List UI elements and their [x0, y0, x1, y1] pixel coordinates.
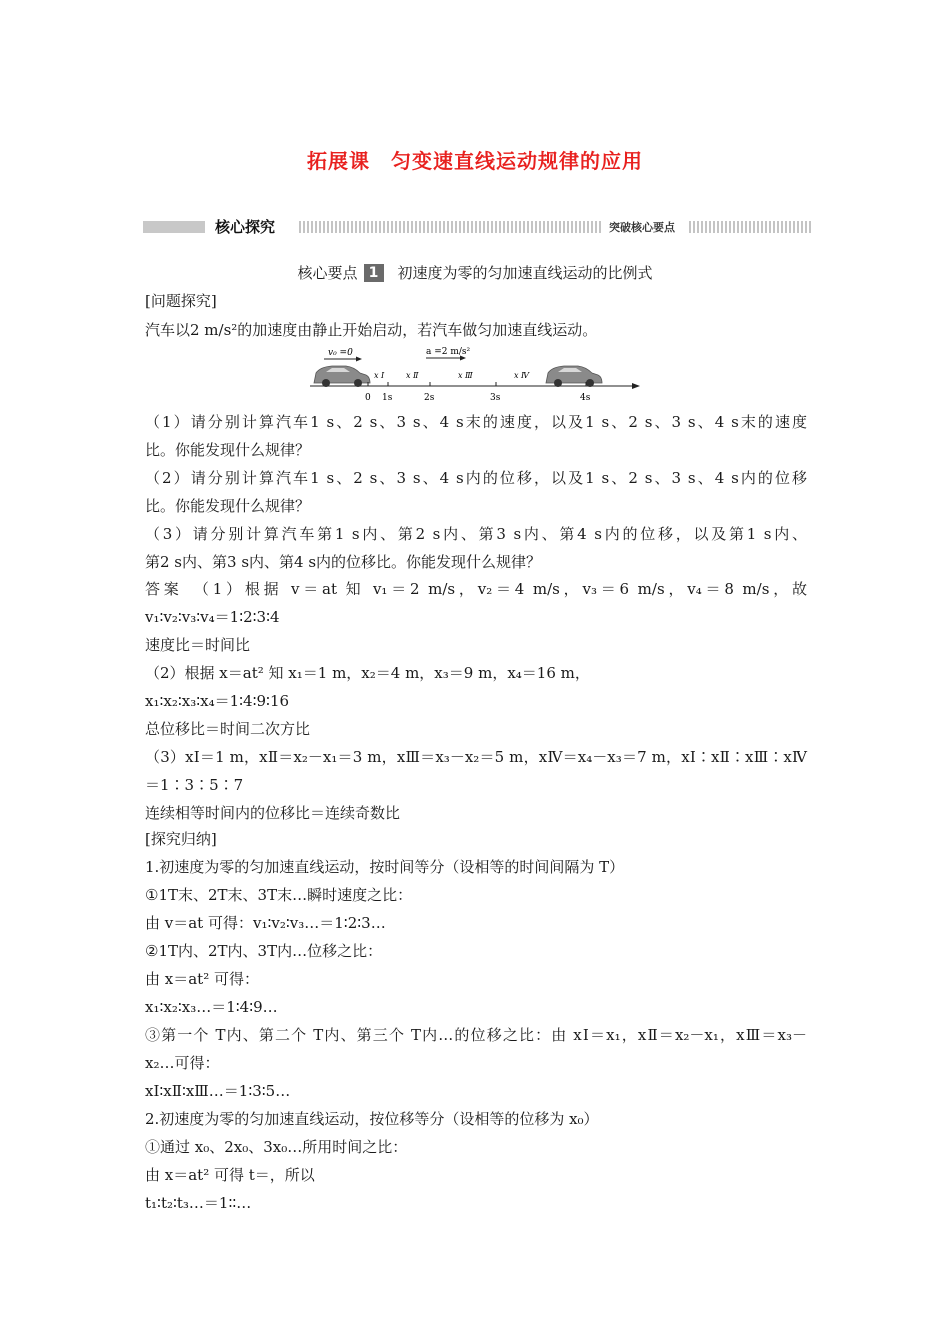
- tick-label-1: 1s: [382, 393, 393, 403]
- tick-label-0: 0: [365, 393, 371, 403]
- text-line: （1）请分别计算汽车1 s、2 s、3 s、4 s末的速度，以及1 s、2 s、3 s、4 s末的速度: [145, 413, 807, 431]
- tick-label-2: 2s: [424, 393, 435, 403]
- v0-arrow-icon: [356, 357, 362, 362]
- text-line: 比。你能发现什么规律？: [145, 497, 311, 515]
- text-line: （3）请分别计算汽车第1 s内、第2 s内、第3 s内、第4 s内的位移，以及第1 s内、: [145, 525, 807, 543]
- band-stripes-right: [689, 221, 813, 233]
- text-line: （2）请分别计算汽车1 s、2 s、3 s、4 s内的位移，以及1 s、2 s、3 s、4 s内的位移: [145, 469, 807, 487]
- text-line: x₁∶x₂∶x₃∶x₄＝1∶4∶9∶16: [145, 692, 290, 710]
- text-line: ①1T末、2T末、3T末…瞬时速度之比：: [145, 886, 413, 904]
- section-band: [143, 216, 813, 238]
- text-line: 比。你能发现什么规律？: [145, 441, 311, 459]
- text-line: （3）xⅠ＝1 m，xⅡ＝x₂－x₁＝3 m，xⅢ＝x₃－x₂＝5 m，xⅣ＝x₄－x₃＝7 m，xⅠ∶xⅡ∶xⅢ∶xⅣ: [145, 748, 807, 766]
- section-heading: [0, 262, 950, 283]
- tick-label-3: 3s: [490, 393, 501, 403]
- text-line: xⅠ∶xⅡ∶xⅢ…＝1∶3∶5…: [145, 1082, 291, 1100]
- text-line: ②1T内、2T内、3T内…位移之比：: [145, 942, 383, 960]
- text-line: ①通过 x₀、2x₀、3x₀…所用时间之比：: [145, 1138, 408, 1156]
- segment-label-2: x Ⅱ: [406, 371, 419, 380]
- axis-arrow-icon: [632, 383, 640, 389]
- text-line: ③第一个 T内、第二个 T内、第三个 T内…的位移之比：由 xⅠ＝x₁，xⅡ＝x₂－x₁，xⅢ＝x₃－: [145, 1026, 807, 1044]
- segment-label-3: x Ⅲ: [458, 371, 473, 380]
- tick-label-4: 4s: [580, 393, 591, 403]
- car-end-icon: [546, 366, 602, 387]
- band-tag: 突破核心要点: [609, 221, 675, 234]
- text-line: 连续相等时间内的位移比＝连续奇数比: [145, 804, 401, 822]
- text-line: 第2 s内、第3 s内、第4 s内的位移比。你能发现什么规律？: [145, 553, 542, 571]
- text-line: [探究归纳]: [145, 830, 217, 848]
- text-line: 由 x＝at² 可得 t＝，所以: [145, 1166, 315, 1184]
- heading-number: 1: [364, 264, 384, 282]
- text-line: 1.初速度为零的匀加速直线运动，按时间等分（设相等的时间间隔为 T）: [145, 858, 625, 876]
- text-line: 汽车以2 m/s²的加速度由静止开始启动，若汽车做匀加速直线运动。: [145, 321, 598, 339]
- text-line: ＝1∶3∶5∶7: [145, 776, 244, 794]
- text-line: v₁∶v₂∶v₃∶v₄＝1∶2∶3∶4: [145, 608, 280, 626]
- band-label: 核心探究: [215, 218, 276, 236]
- motion-diagram: [310, 345, 640, 405]
- heading-prefix: 核心要点: [297, 264, 358, 282]
- v0-label: v₀ =0: [328, 348, 353, 358]
- segment-label-1: x Ⅰ: [374, 371, 385, 380]
- text-line: t₁∶t₂∶t₃…＝1∶∶…: [145, 1194, 252, 1212]
- text-line: 速度比＝时间比: [145, 636, 251, 654]
- text-line: （2）根据 x＝at² 知 x₁＝1 m，x₂＝4 m，x₃＝9 m，x₄＝16 m，: [145, 664, 590, 682]
- band-bar: [143, 221, 205, 233]
- segment-label-4: x Ⅳ: [514, 371, 530, 380]
- text-line: x₂…可得：: [145, 1054, 220, 1072]
- text-line: 2.初速度为零的匀加速直线运动，按位移等分（设相等的位移为 x₀）: [145, 1110, 599, 1128]
- text-line: [问题探究]: [145, 292, 217, 310]
- text-line: 由 v＝at 可得：v₁∶v₂∶v₃…＝1∶2∶3…: [145, 914, 386, 932]
- acceleration-label: a =2 m/s²: [426, 347, 471, 357]
- car-start-icon: [314, 366, 370, 387]
- text-line: 总位移比＝时间二次方比: [145, 720, 311, 738]
- text-line: 由 x＝at² 可得：: [145, 970, 259, 988]
- text-line: x₁∶x₂∶x₃…＝1∶4∶9…: [145, 998, 278, 1016]
- page-title: 拓展课 匀变速直线运动规律的应用: [307, 149, 643, 173]
- band-stripes: [299, 221, 602, 233]
- heading-text: 初速度为零的匀加速直线运动的比例式: [397, 264, 653, 282]
- text-line: 答案 （1）根据 v＝at 知 v₁＝2 m/s，v₂＝4 m/s，v₃＝6 m/s，v₄＝8 m/s，故: [145, 580, 807, 598]
